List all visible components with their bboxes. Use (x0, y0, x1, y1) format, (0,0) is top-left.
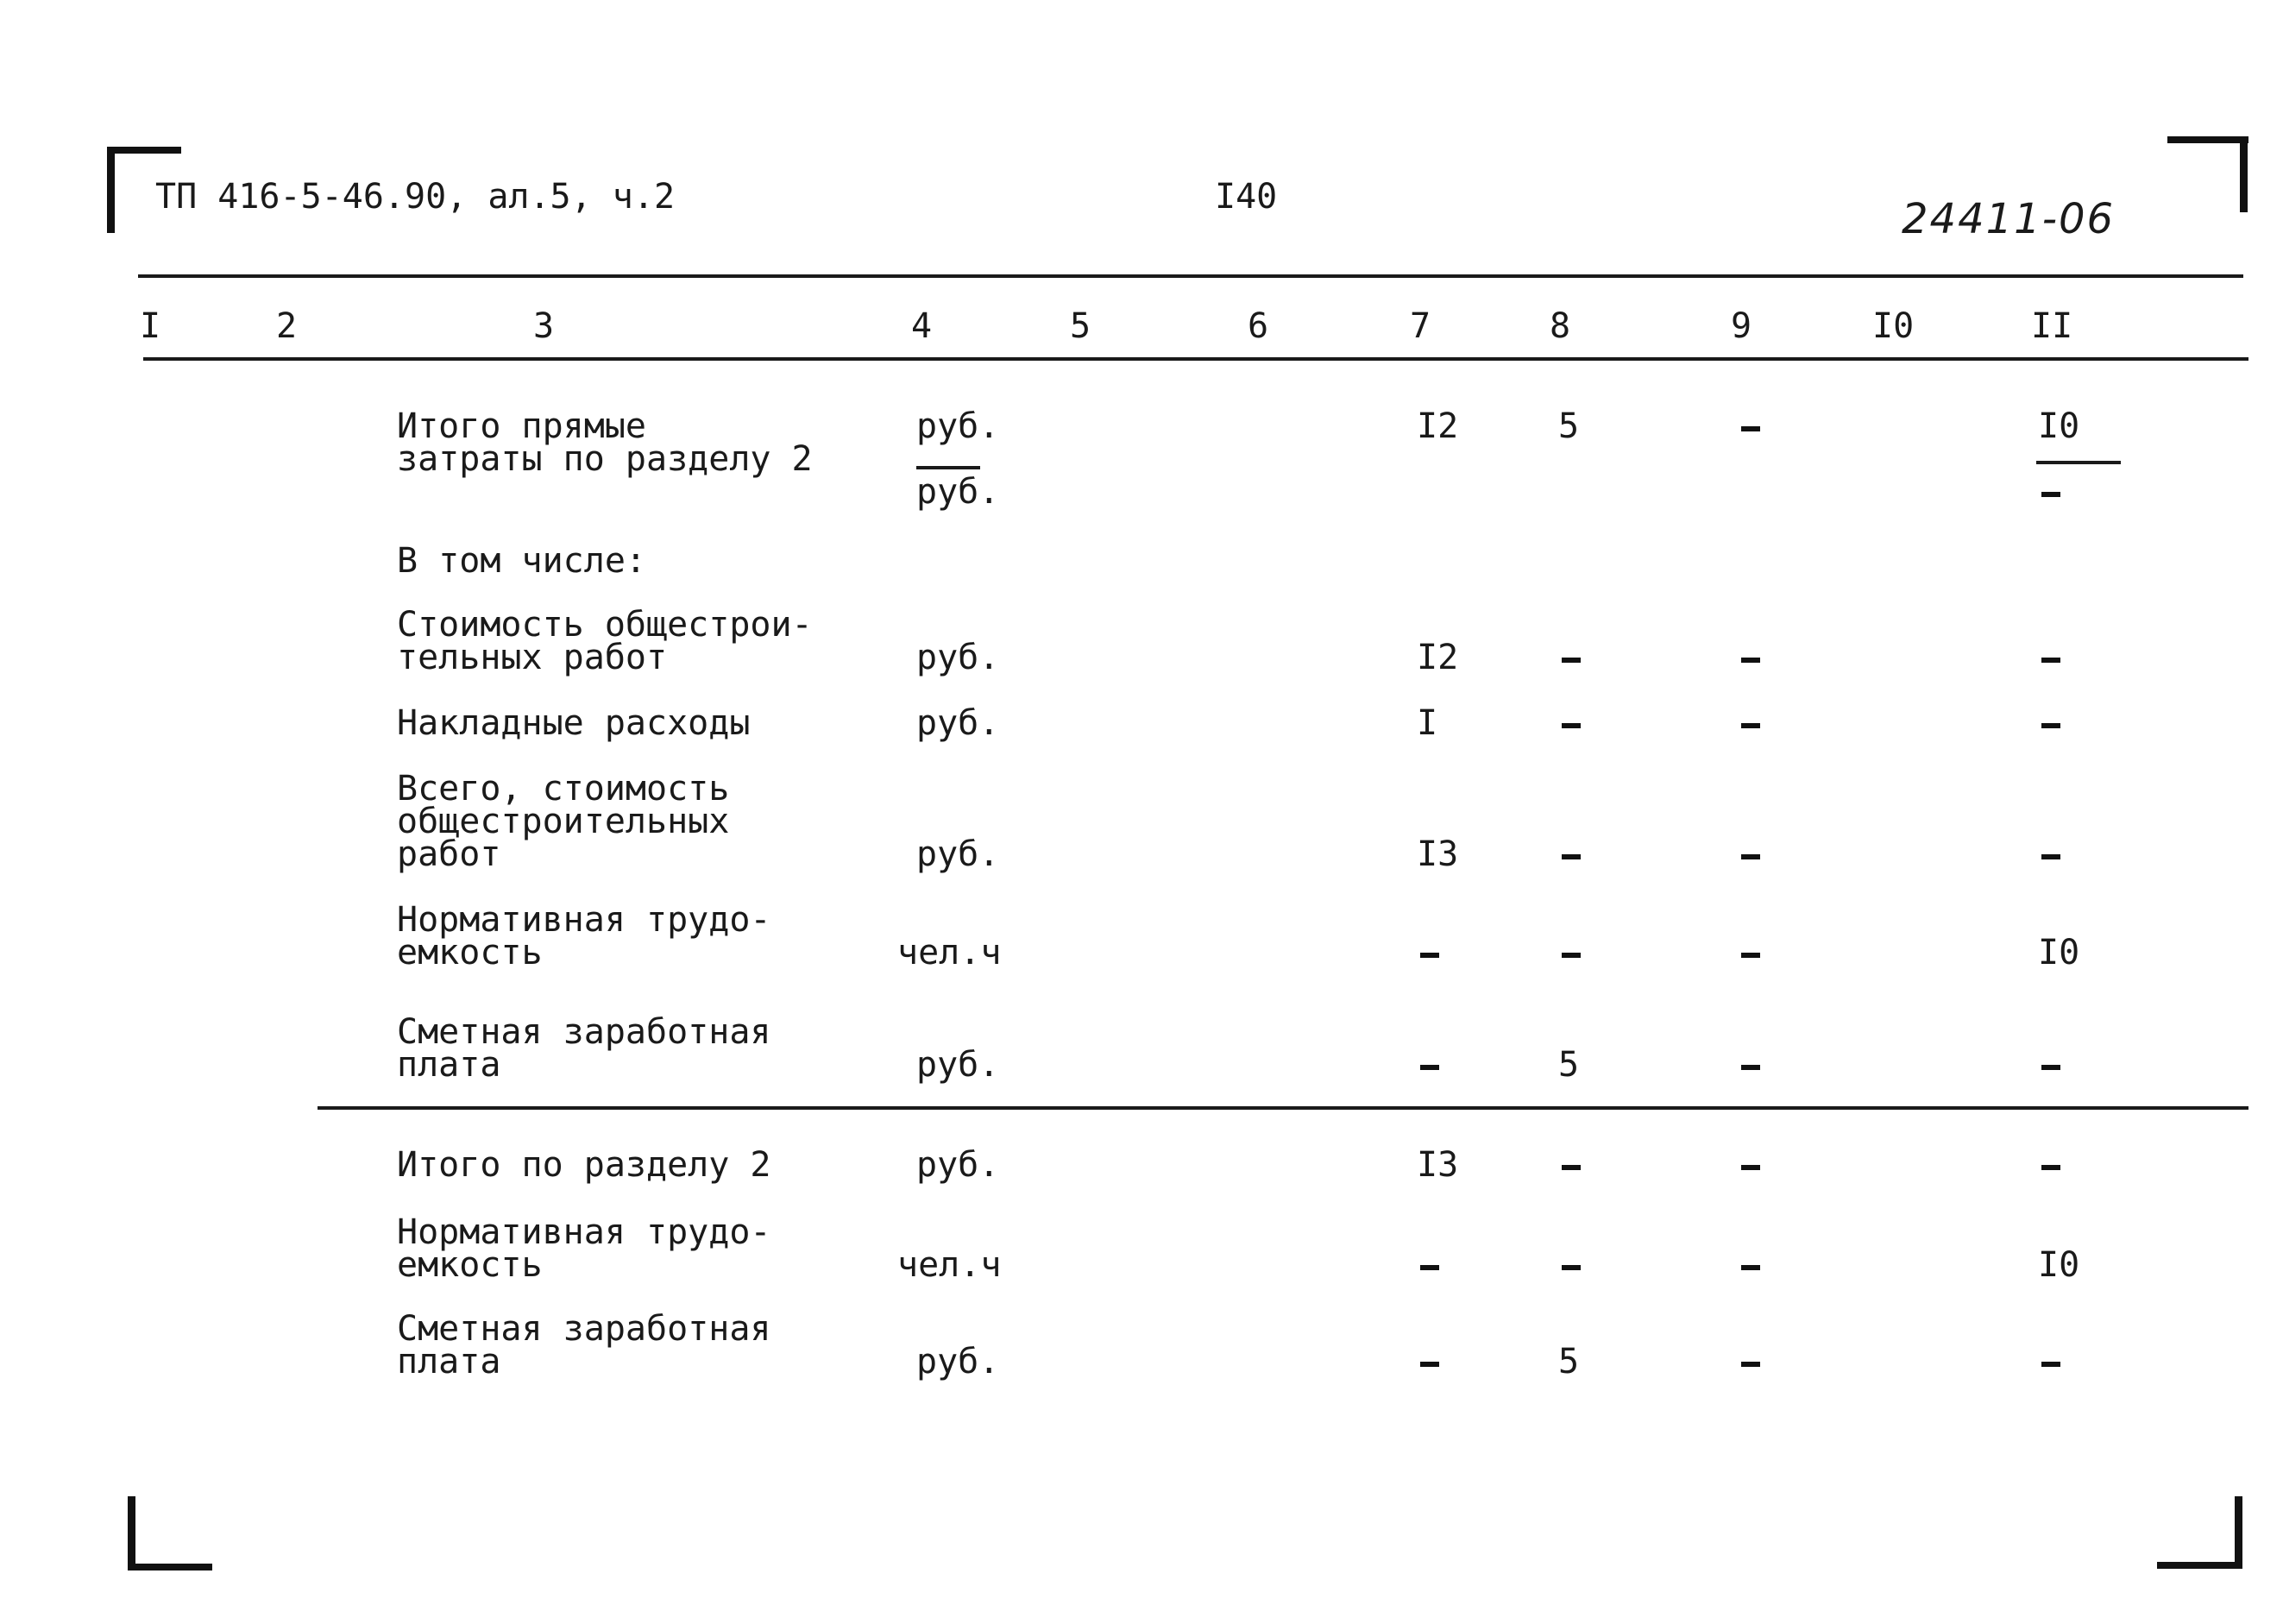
fraction-bar (2036, 461, 2121, 464)
corner-mark-top-left (107, 147, 181, 154)
unit-cell: руб. (916, 638, 1000, 677)
col7-cell: I2 (1417, 406, 1459, 446)
row-label-line: работ (397, 834, 501, 874)
unit-cell: руб. (916, 703, 1000, 743)
col11-cell-dash (2041, 723, 2060, 728)
row-label-line: Нормативная трудо- (397, 900, 771, 940)
unit-cell: руб. (916, 1145, 1000, 1185)
col9-cell-dash (1741, 1065, 1760, 1070)
col9-cell-dash (1741, 953, 1760, 958)
col8-cell: 5 (1558, 1342, 1580, 1382)
col8-cell-dash (1562, 658, 1581, 663)
row-label-line: емкость (397, 933, 543, 973)
col11-cell-dash (2041, 1362, 2060, 1367)
unit-cell: чел.ч (897, 1245, 1002, 1285)
col8-cell-dash (1562, 723, 1581, 728)
col9-cell-dash (1741, 1362, 1760, 1367)
column-number-5: 5 (1070, 306, 1091, 346)
column-number-7: 7 (1410, 306, 1431, 346)
col11-cell: I0 (2038, 406, 2080, 446)
column-header-rule (143, 357, 2248, 361)
unit-cell: руб. (916, 834, 1000, 874)
row-label-line: Сметная заработная (397, 1012, 771, 1052)
row-label-line: Итого прямые (397, 406, 646, 446)
row-label-line: Накладные расходы (397, 703, 751, 743)
unit-cell: чел.ч (897, 933, 1002, 973)
corner-mark-bottom-left (128, 1496, 135, 1570)
column-number-1: I (140, 306, 161, 346)
unit-cell: руб. (916, 406, 1000, 446)
table-top-rule (138, 274, 2243, 278)
col7-cell-dash (1420, 1265, 1439, 1270)
row-label-line: плата (397, 1342, 501, 1382)
page-number: I40 (1215, 177, 1278, 217)
col8-cell-dash (1562, 1165, 1581, 1170)
row-label-line: Итого по разделу 2 (397, 1145, 771, 1185)
fraction-bar (916, 466, 980, 469)
corner-mark-bottom-left (128, 1564, 212, 1570)
col8-cell-dash (1562, 854, 1581, 859)
column-number-9: 9 (1731, 306, 1752, 346)
row-label-line: емкость (397, 1245, 543, 1285)
col9-cell-dash (1741, 426, 1760, 431)
row-label-line: Стоимость общестрои- (397, 605, 813, 645)
col11-cell-dash (2041, 1165, 2060, 1170)
unit-denominator: руб. (916, 472, 1000, 512)
col9-cell-dash (1741, 854, 1760, 859)
column-number-4: 4 (911, 306, 933, 346)
unit-cell: руб. (916, 1045, 1000, 1085)
column-number-6: 6 (1248, 306, 1269, 346)
column-number-8: 8 (1550, 306, 1571, 346)
row-label-line: общестроительных (397, 802, 730, 841)
unit-cell: руб. (916, 1342, 1000, 1382)
col9-cell-dash (1741, 723, 1760, 728)
col9-cell-dash (1741, 1165, 1760, 1170)
inventory-number: 24411-06 (1902, 195, 2116, 243)
document-reference: ТП 416-5-46.90, ал.5, ч.2 (155, 177, 676, 217)
col11-cell-dash (2041, 1065, 2060, 1070)
row-label-line: В том числе: (397, 541, 646, 581)
row-label-line: Нормативная трудо- (397, 1212, 771, 1252)
col7-cell: I3 (1417, 834, 1459, 874)
col7-cell: I (1417, 703, 1438, 743)
col11-cell-dash (2041, 658, 2060, 663)
row-label-line: Всего, стоимость (397, 769, 730, 809)
corner-mark-top-left (107, 147, 115, 233)
col8-cell-dash (1562, 953, 1581, 958)
corner-mark-top-right (2167, 136, 2248, 143)
col8-cell-dash (1562, 1265, 1581, 1270)
row-label-line: Сметная заработная (397, 1309, 771, 1349)
col9-cell-dash (1741, 1265, 1760, 1270)
col11-cell: I0 (2038, 1245, 2080, 1285)
row-label-line: затраты по разделу 2 (397, 439, 813, 479)
col11-cell-dash (2041, 854, 2060, 859)
row-label-line: плата (397, 1045, 501, 1085)
column-number-3: 3 (533, 306, 555, 346)
col7-cell: I2 (1417, 638, 1459, 677)
col11-denominator-dash (2041, 492, 2060, 497)
row-label-line: тельных работ (397, 638, 668, 677)
col9-cell-dash (1741, 658, 1760, 663)
column-number-10: I0 (1872, 306, 1915, 346)
col7-cell-dash (1420, 1362, 1439, 1367)
col7-cell: I3 (1417, 1145, 1459, 1185)
col7-cell-dash (1420, 953, 1439, 958)
col7-cell-dash (1420, 1065, 1439, 1070)
column-number-2: 2 (276, 306, 298, 346)
col8-cell: 5 (1558, 1045, 1580, 1085)
corner-mark-top-right (2240, 136, 2248, 212)
corner-mark-bottom-right (2157, 1562, 2242, 1569)
subtotal-rule (318, 1106, 2248, 1110)
col11-cell: I0 (2038, 933, 2080, 973)
col8-cell: 5 (1558, 406, 1580, 446)
column-number-11: II (2031, 306, 2073, 346)
corner-mark-bottom-right (2235, 1496, 2242, 1569)
